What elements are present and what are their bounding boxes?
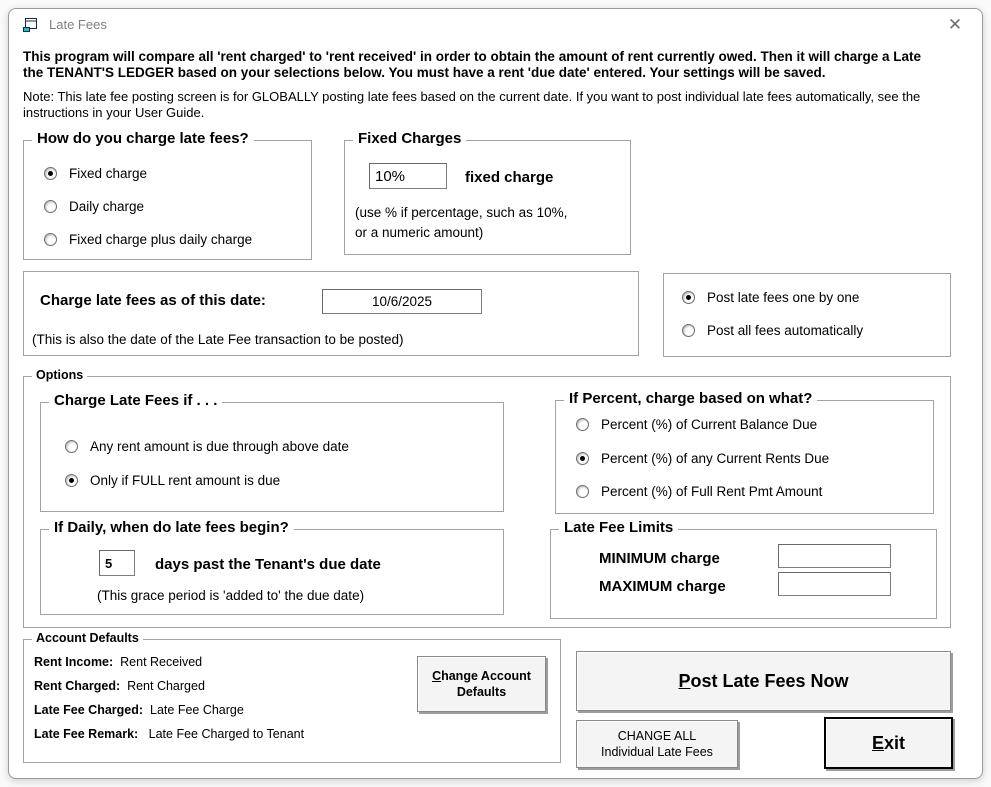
radio-selected-icon bbox=[682, 291, 695, 304]
options-title: Options bbox=[32, 368, 87, 382]
radio-percent-current-rents[interactable] bbox=[576, 451, 829, 466]
radio-daily-charge[interactable] bbox=[44, 199, 144, 214]
percent-basis-group bbox=[555, 390, 934, 514]
charge-if-title: Charge Late Fees if . . . bbox=[49, 392, 222, 409]
minimum-charge-label: MINIMUM charge bbox=[599, 550, 720, 567]
late-fee-remark-value: Late Fee Charged to Tenant bbox=[148, 727, 305, 741]
grace-days-label: days past the Tenant's due date bbox=[155, 556, 381, 573]
change-all-label-2: Individual Late Fees bbox=[601, 745, 713, 759]
radio-unselected-icon bbox=[65, 440, 78, 453]
intro-text bbox=[23, 49, 921, 81]
note-line-1: Note: This late fee posting screen is for GLOBALLY posting late fees based on the current date. If you want to post individual late fees automatically, see the bbox=[23, 89, 921, 104]
radio-label: Only if FULL rent amount is due bbox=[90, 473, 281, 488]
change-all-individual-button[interactable] bbox=[576, 720, 738, 768]
rent-charged-value: Rent Charged bbox=[127, 679, 205, 693]
radio-unselected-icon bbox=[682, 324, 695, 337]
fixed-charge-note-2: or a numeric amount) bbox=[355, 225, 484, 240]
late-fee-remark-label: Late Fee Remark: bbox=[34, 727, 139, 741]
charge-method-group bbox=[23, 130, 312, 260]
radio-label: Any rent amount is due through above date bbox=[90, 439, 349, 454]
post-late-fees-now-label: Post Late Fees Now bbox=[678, 670, 849, 691]
radio-label: Percent (%) of Current Balance Due bbox=[601, 417, 818, 432]
radio-label: Daily charge bbox=[69, 199, 145, 214]
rent-income-value: Rent Received bbox=[120, 655, 203, 669]
limits-group bbox=[550, 519, 937, 619]
note-text bbox=[23, 89, 920, 120]
radio-percent-full-rent[interactable] bbox=[576, 484, 822, 499]
exit-label: Exit bbox=[871, 732, 906, 753]
change-all-label-1: CHANGE ALL bbox=[617, 729, 697, 743]
options-group bbox=[23, 368, 951, 628]
radio-unselected-icon bbox=[576, 485, 589, 498]
radio-fixed-plus-daily[interactable] bbox=[44, 232, 252, 247]
charge-if-group bbox=[40, 392, 504, 512]
intro-line-2: the TENANT'S LEDGER based on your selections below. You must have a rent 'due date' entered. Your settings will be saved. bbox=[23, 65, 826, 80]
charge-date-note: (This is also the date of the Late Fee transaction to be posted) bbox=[32, 332, 404, 347]
title-bar bbox=[9, 9, 982, 41]
radio-label: Post all fees automatically bbox=[707, 323, 864, 338]
grace-days-note: (This grace period is 'added to' the due date) bbox=[97, 588, 365, 603]
exit-button[interactable] bbox=[824, 717, 953, 769]
charge-method-title: How do you charge late fees? bbox=[32, 130, 254, 147]
daily-begin-title: If Daily, when do late fees begin? bbox=[49, 519, 294, 536]
radio-label: Percent (%) of any Current Rents Due bbox=[601, 451, 830, 466]
rent-charged-label: Rent Charged: bbox=[34, 679, 121, 693]
close-icon[interactable]: ✕ bbox=[947, 15, 963, 34]
post-mode-box bbox=[663, 273, 951, 357]
radio-label: Fixed charge bbox=[69, 166, 148, 181]
late-fee-charged-label: Late Fee Charged: bbox=[34, 703, 144, 717]
maximum-charge-label: MAXIMUM charge bbox=[599, 578, 726, 595]
grace-days-input[interactable] bbox=[99, 550, 135, 576]
change-account-defaults-button[interactable] bbox=[417, 656, 546, 712]
radio-post-one-by-one[interactable] bbox=[682, 290, 859, 305]
charge-date-input[interactable] bbox=[322, 289, 482, 314]
daily-begin-group bbox=[40, 519, 504, 615]
radio-fixed-charge[interactable] bbox=[44, 166, 147, 181]
rent-income-label: Rent Income: bbox=[34, 655, 114, 669]
radio-selected-icon bbox=[576, 452, 589, 465]
radio-unselected-icon bbox=[44, 200, 57, 213]
charge-date-box bbox=[23, 271, 639, 356]
radio-percent-balance-due[interactable] bbox=[576, 417, 817, 432]
radio-label: Post late fees one by one bbox=[707, 290, 860, 305]
account-defaults-group bbox=[23, 631, 561, 763]
account-defaults-title: Account Defaults bbox=[32, 631, 143, 645]
radio-any-rent-due[interactable] bbox=[65, 439, 349, 454]
window-title: Late Fees bbox=[49, 17, 107, 32]
percent-basis-title: If Percent, charge based on what? bbox=[564, 390, 817, 407]
radio-selected-icon bbox=[44, 167, 57, 180]
rent-income-row bbox=[34, 655, 202, 669]
change-account-defaults-label-2: Defaults bbox=[456, 685, 507, 699]
maximum-charge-input[interactable] bbox=[778, 572, 891, 596]
note-line-2: instructions in your User Guide. bbox=[23, 104, 205, 120]
radio-unselected-icon bbox=[44, 233, 57, 246]
radio-unselected-icon bbox=[576, 418, 589, 431]
fixed-charges-group bbox=[344, 130, 631, 255]
limits-title: Late Fee Limits bbox=[559, 519, 678, 536]
radio-post-all-auto[interactable] bbox=[682, 323, 863, 338]
form-icon bbox=[23, 17, 39, 33]
fixed-charge-input[interactable] bbox=[369, 163, 447, 189]
fixed-charge-note-1: (use % if percentage, such as 10%, bbox=[355, 205, 568, 220]
radio-selected-icon bbox=[65, 474, 78, 487]
post-late-fees-now-button[interactable] bbox=[576, 651, 951, 711]
rent-charged-row bbox=[34, 679, 205, 693]
minimum-charge-input[interactable] bbox=[778, 544, 891, 568]
change-account-defaults-label: Change Account bbox=[432, 669, 531, 683]
radio-label: Percent (%) of Full Rent Pmt Amount bbox=[601, 484, 823, 499]
fixed-charges-title: Fixed Charges bbox=[353, 130, 466, 147]
radio-label: Fixed charge plus daily charge bbox=[69, 232, 253, 247]
fixed-charge-label: fixed charge bbox=[465, 169, 554, 186]
intro-line-1: This program will compare all 'rent charged' to 'rent received' in order to obtain the amount of rent currently owed. Then it will charge a Late bbox=[23, 49, 922, 64]
late-fee-charged-row bbox=[34, 703, 244, 717]
charge-date-label: Charge late fees as of this date: bbox=[40, 292, 266, 309]
radio-full-rent-due[interactable] bbox=[65, 473, 280, 488]
late-fee-charged-value: Late Fee Charge bbox=[150, 703, 244, 717]
late-fee-remark-row bbox=[34, 727, 304, 741]
late-fees-dialog bbox=[8, 8, 983, 779]
